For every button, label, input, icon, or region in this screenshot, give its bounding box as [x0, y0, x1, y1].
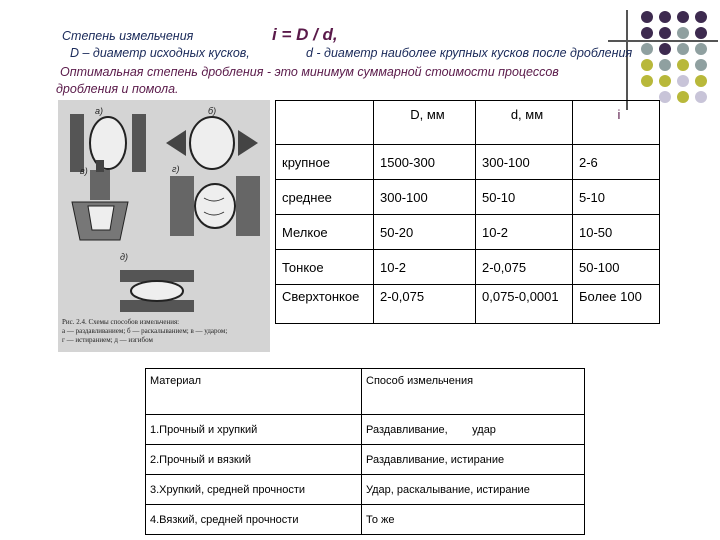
figure-caption-line2: а — раздавливанием; б — раскалыванием; в — ударом;	[62, 327, 228, 335]
cell-i: Более 100	[573, 285, 660, 324]
dot-gray	[695, 59, 707, 71]
header-i: i	[573, 101, 660, 145]
dot-olive	[695, 75, 707, 87]
dot-purple	[659, 27, 671, 39]
header-empty-cell	[276, 101, 374, 145]
dot-purple	[677, 11, 689, 23]
cell-method: Раздавливание, удар	[362, 415, 585, 445]
cell-class: Сверхтонкое	[276, 285, 374, 324]
cell-D: 300-100	[374, 180, 476, 215]
svg-text:а): а)	[95, 106, 104, 116]
dot-gray	[659, 59, 671, 71]
cell-class: крупное	[276, 145, 374, 180]
title-text: Степень измельчения	[62, 29, 194, 43]
dot-purple	[659, 11, 671, 23]
table-row	[146, 505, 585, 535]
dot-gray	[641, 43, 653, 55]
cell-material: 2.Прочный и вязкий	[146, 445, 362, 475]
dot-purple	[641, 27, 653, 39]
crushing-methods-figure	[58, 100, 270, 352]
crushing-methods-diagram	[58, 100, 270, 352]
decor-horizontal-line	[608, 40, 718, 42]
figure-caption-line1: Рис. 2.4. Схемы способов измельчения:	[62, 318, 180, 326]
cell-class: Тонкое	[276, 250, 374, 285]
dot-olive	[641, 59, 653, 71]
figure-caption-line3: г — истиранием; д — изгибом	[62, 336, 153, 344]
dot-purple	[695, 11, 707, 23]
dot-olive	[659, 75, 671, 87]
cell-D: 2-0,075	[374, 285, 476, 324]
dot-olive	[677, 59, 689, 71]
svg-text:д): д)	[120, 252, 128, 262]
cell-class: среднее	[276, 180, 374, 215]
dot-lavender	[677, 75, 689, 87]
header-d: d, мм	[476, 101, 573, 145]
cell-D: 1500-300	[374, 145, 476, 180]
table-row	[276, 285, 660, 324]
table-header-row	[276, 101, 660, 145]
material-method-table	[145, 368, 585, 535]
cell-D: 10-2	[374, 250, 476, 285]
svg-text:б): б)	[208, 106, 217, 116]
cell-i: 10-50	[573, 215, 660, 250]
dot-gray	[695, 43, 707, 55]
cell-material: 3.Хрупкий, средней прочности	[146, 475, 362, 505]
decor-vertical-line	[626, 10, 628, 110]
cell-d: 300-100	[476, 145, 573, 180]
cell-method: Раздавливание, истирание	[362, 445, 585, 475]
dot-olive	[641, 75, 653, 87]
table-row	[276, 215, 660, 250]
size-classification-table	[275, 100, 660, 324]
cell-i: 2-6	[573, 145, 660, 180]
cell-class: Мелкое	[276, 215, 374, 250]
figure-caption	[62, 318, 227, 345]
cell-d: 0,075-0,0001	[476, 285, 573, 324]
cell-material: 1.Прочный и хрупкий	[146, 415, 362, 445]
optimal-text-line2: дробления и помола.	[56, 82, 179, 96]
dot-lavender	[659, 91, 671, 103]
dot-purple	[659, 43, 671, 55]
dot-olive	[677, 91, 689, 103]
dot-purple	[695, 27, 707, 39]
definition-d: d - диаметр наиболее крупных кусков после дробления	[306, 46, 633, 60]
cell-method: Удар, раскалывание, истирание	[362, 475, 585, 505]
dot-lavender	[695, 91, 707, 103]
cell-i: 5-10	[573, 180, 660, 215]
header-D: D, мм	[374, 101, 476, 145]
svg-text:в): в)	[80, 166, 88, 176]
formula: i = D / d,	[272, 25, 338, 44]
table-row	[146, 415, 585, 445]
table-row	[146, 445, 585, 475]
cell-d: 10-2	[476, 215, 573, 250]
dot-gray	[677, 43, 689, 55]
svg-text:г): г)	[172, 164, 180, 174]
header-method: Способ измельчения	[362, 369, 585, 415]
dot-gray	[677, 27, 689, 39]
cell-method: То же	[362, 505, 585, 535]
table-row	[276, 145, 660, 180]
definition-D: D – диаметр исходных кусков,	[70, 46, 250, 60]
cell-D: 50-20	[374, 215, 476, 250]
cell-material: 4.Вязкий, средней прочности	[146, 505, 362, 535]
cell-d: 2-0,075	[476, 250, 573, 285]
cell-i: 50-100	[573, 250, 660, 285]
table-row	[276, 250, 660, 285]
dot-purple	[641, 11, 653, 23]
header-material: Материал	[146, 369, 362, 415]
table-row	[146, 475, 585, 505]
optimal-text-line1: Оптимальная степень дробления - это минимум суммарной стоимости процессов	[60, 65, 559, 79]
table-row	[276, 180, 660, 215]
cell-d: 50-10	[476, 180, 573, 215]
material-table-header-row	[146, 369, 585, 415]
